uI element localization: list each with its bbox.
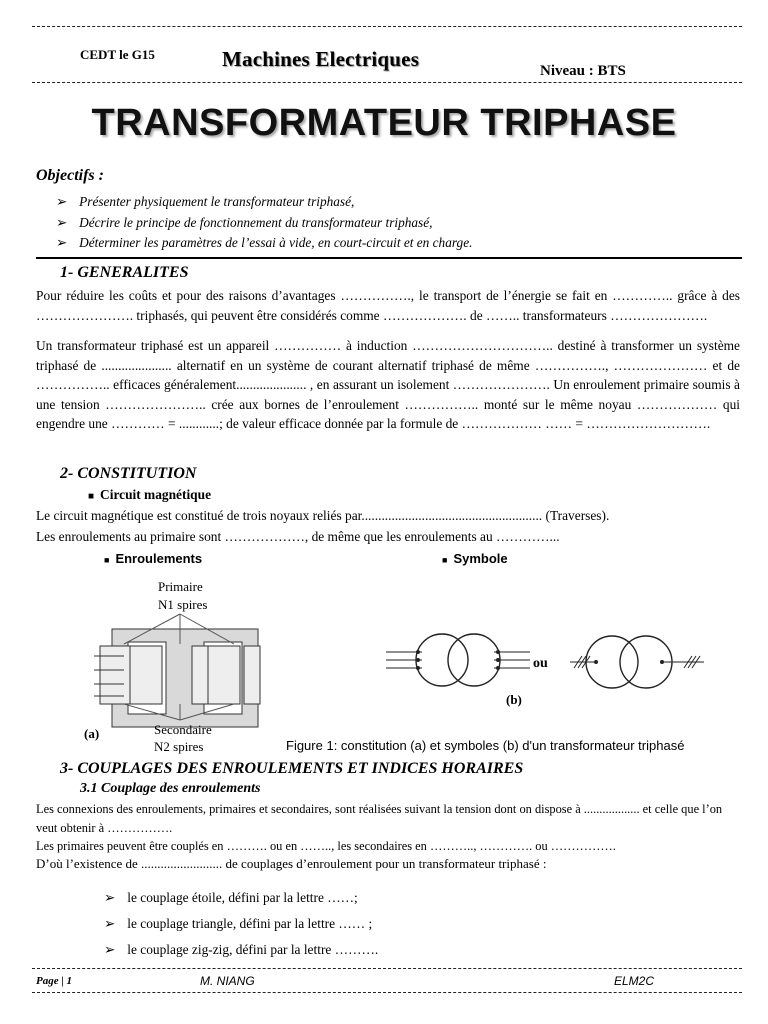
figure-primary-turns: N1 spires — [158, 597, 208, 612]
section2-sub-circuit: ■ Circuit magnétique — [88, 487, 211, 503]
footer-code: ELM2C — [614, 974, 655, 988]
figure-symbol-diagram — [384, 626, 714, 712]
section3-para1: Les connexions des enroulements, primaires et secondaires, sont réalisées suivant la tension dont on dispose à .................. et celle que l’on veut obtenir à ……………. — [36, 802, 723, 835]
document-title: TRANSFORMATEUR TRIPHASE — [91, 102, 677, 144]
figure-symbole-heading: ■ Symbole — [442, 551, 508, 566]
level-label: Niveau : BTS — [540, 63, 626, 79]
section3-para3: D’où l’existence de ......................... de couplages d’enroulement pour un transformateur triphasé : — [36, 856, 547, 871]
figure-secondary-turns: N2 spires — [154, 739, 204, 754]
school-name: CEDT le G15 — [80, 47, 155, 62]
objective-item: ➢ Présenter physiquement le transformateur triphasé, — [56, 192, 472, 213]
section-divider — [36, 257, 742, 259]
figure-label-a: (a) — [84, 726, 100, 741]
figure-ou-label: ou — [533, 656, 548, 671]
section1-heading: 1- GENERALITES — [60, 264, 189, 281]
figure-secondary-label: Secondaire — [154, 722, 212, 737]
bottom-dashed-line — [32, 992, 742, 993]
objectives-list — [56, 192, 472, 254]
figure-enroulements-heading: ■ Enroulements — [104, 551, 202, 566]
footer-dashed-line — [32, 968, 742, 969]
objectives-heading: Objectifs : — [36, 167, 104, 184]
coupling-item: ➢ le couplage zig-zig, défini par la lettre ………. — [104, 937, 378, 963]
section3-heading: 3- COUPLAGES DES ENROULEMENTS ET INDICES HORAIRES — [60, 760, 524, 777]
section2-heading: 2- CONSTITUTION — [60, 465, 197, 482]
footer-author: M. NIANG — [200, 974, 255, 988]
coupling-item: ➢ le couplage triangle, défini par la lettre …… ; — [104, 911, 378, 937]
header-dashed-line — [32, 82, 742, 83]
section1-para2: Un transformateur triphasé est un appareil …………… à induction ………………………….. destiné à transformer un système triphasé de ..................... alternatif en un système de courant alternatif triphasé de même ……………., ………………… et de …………….. efficaces généralement..................... , en assurant un isolement …………………. Un enroulement primaire soumis à une tension ………………….. crée aux bornes de l’enroulement …………….. monté sur le même noyau ……………… qui engendre une ………… = ............; de valeur efficace donnée par la formule de ……………… …… = ………………………. — [36, 338, 740, 431]
section2-para1: Le circuit magnétique est constitué de trois noyaux reliés par...................................................... (Traverses). — [36, 508, 610, 523]
footer-page: Page | 1 — [36, 975, 73, 987]
figure-label-b: (b) — [506, 692, 522, 707]
coupling-item: ➢ le couplage étoile, défini par la lettre ……; — [104, 885, 378, 911]
section1-para1: Pour réduire les coûts et pour des raisons d’avantages ……………., le transport de l’énergie se fait en ………….. grâce à des …………………. triphasés, qui peuvent être considérés comme ………………. de …….. transformateurs …………………. — [36, 288, 740, 323]
subject-title: Machines Electriques — [222, 47, 420, 71]
top-dashed-line — [32, 26, 742, 27]
figure-windings-diagram — [84, 574, 274, 754]
coupling-list — [104, 885, 378, 963]
section3-para2: Les primaires peuvent être couplés en ………. ou en …….., les secondaires en ……….., …………. ou ……………. — [36, 839, 616, 853]
section3-subheading: 3.1 Couplage des enroulements — [80, 781, 261, 796]
figure-caption: Figure 1: constitution (a) et symboles (b) d'un transformateur triphasé — [286, 738, 685, 753]
objective-item: ➢ Décrire le principe de fonctionnement du transformateur triphasé, — [56, 213, 472, 234]
objective-item: ➢ Déterminer les paramètres de l’essai à vide, en court-circuit et en charge. — [56, 233, 472, 254]
figure-primary-label: Primaire — [158, 579, 203, 594]
section2-para2: Les enroulements au primaire sont ………………, de même que les enroulements au …………... — [36, 529, 560, 544]
